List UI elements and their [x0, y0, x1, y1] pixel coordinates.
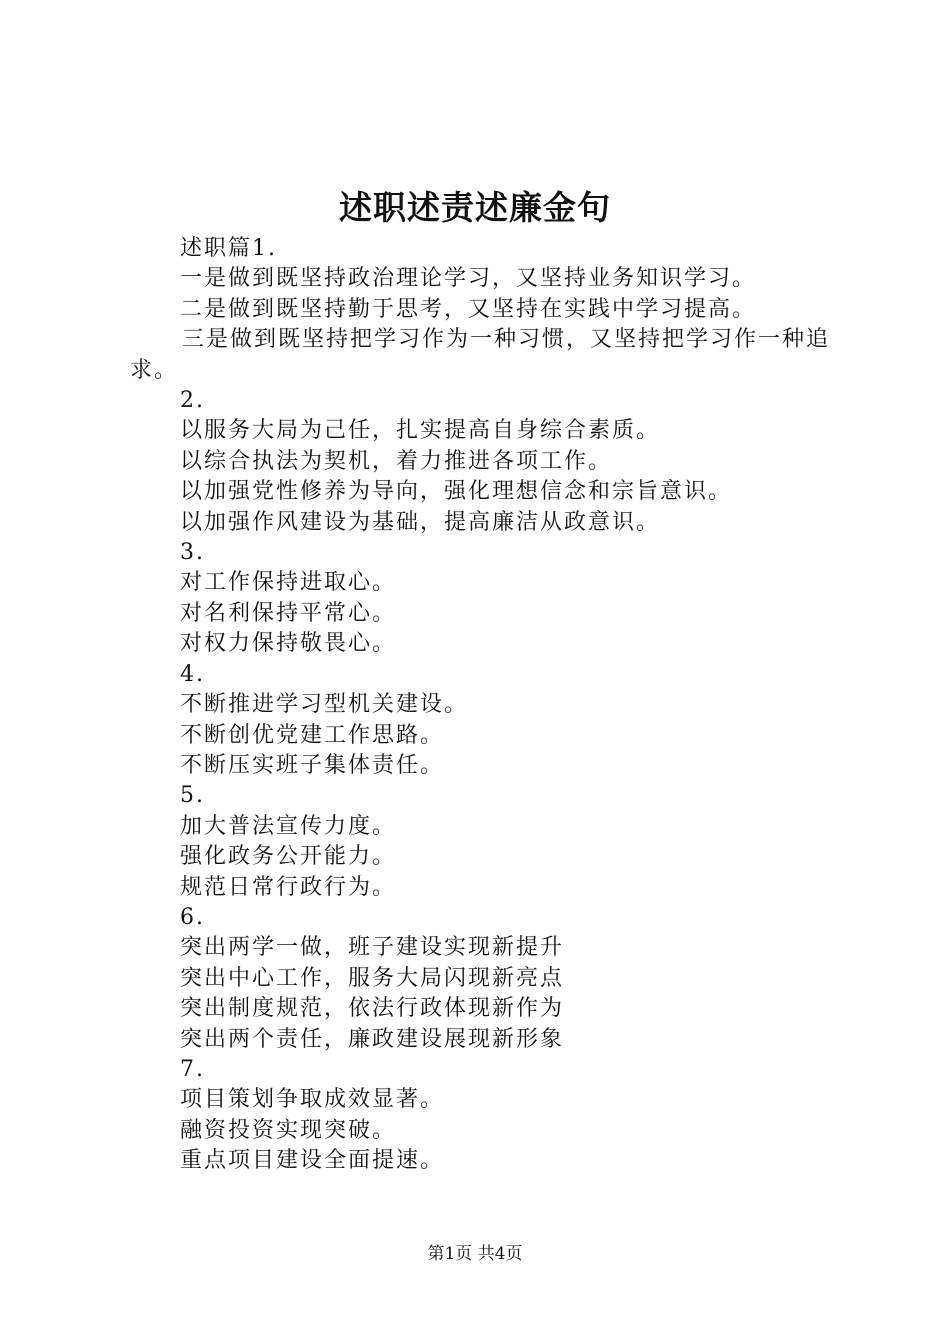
- text-line: 对工作保持进取心。: [180, 570, 397, 596]
- text-line: 对名利保持平常心。: [180, 600, 397, 626]
- text-line: 以加强党性修养为导向，强化理想信念和宗旨意识。: [180, 479, 733, 505]
- text-line: 不断压实班子集体责任。: [180, 752, 445, 778]
- text-line: 不断创优党建工作思路。: [180, 722, 445, 748]
- text-line: 不断推进学习型机关建设。: [180, 692, 469, 718]
- text-line: 突出两学一做，班子建设实现新提升: [180, 935, 565, 961]
- text-line: 述职篇1.: [180, 236, 277, 261]
- text-line: 对权力保持敬畏心。: [180, 631, 397, 657]
- text-line: 突出两个责任，廉政建设展现新形象: [180, 1026, 565, 1052]
- text-line: 4.: [180, 661, 205, 687]
- text-line: 6.: [180, 904, 205, 930]
- text-line: 重点项目建设全面提速。: [180, 1148, 445, 1174]
- text-line: 以综合执法为契机，着力推进各项工作。: [180, 448, 613, 474]
- text-line: 规范日常行政行为。: [180, 874, 397, 900]
- text-line: 2.: [180, 388, 205, 414]
- page-footer: 第1页 共4页: [427, 1244, 523, 1264]
- text-line: 3.: [180, 540, 205, 566]
- document-title: 述职述责述廉金句: [339, 188, 611, 227]
- text-line: 强化政务公开能力。: [180, 844, 397, 870]
- text-line: 5.: [180, 783, 205, 809]
- text-line: 突出中心工作，服务大局闪现新亮点: [180, 965, 565, 991]
- text-line: 三是做到既坚持把学习作为一种习惯，又坚持把学习作一种追求。: [130, 327, 831, 383]
- document-body: [130, 234, 830, 1177]
- text-line: 融资投资实现突破。: [180, 1117, 397, 1143]
- text-line: 以服务大局为己任，扎实提高自身综合素质。: [180, 418, 661, 444]
- text-line: 7.: [180, 1056, 205, 1082]
- text-line: 一是做到既坚持政治理论学习，又坚持业务知识学习。: [180, 266, 757, 292]
- text-line: 突出制度规范，依法行政体现新作为: [180, 996, 565, 1022]
- text-line: 以加强作风建设为基础，提高廉洁从政意识。: [180, 509, 661, 535]
- text-line: 加大普法宣传力度。: [180, 813, 397, 839]
- text-line: 二是做到既坚持勤于思考，又坚持在实践中学习提高。: [180, 296, 757, 322]
- text-line: 项目策划争取成效显著。: [180, 1087, 445, 1113]
